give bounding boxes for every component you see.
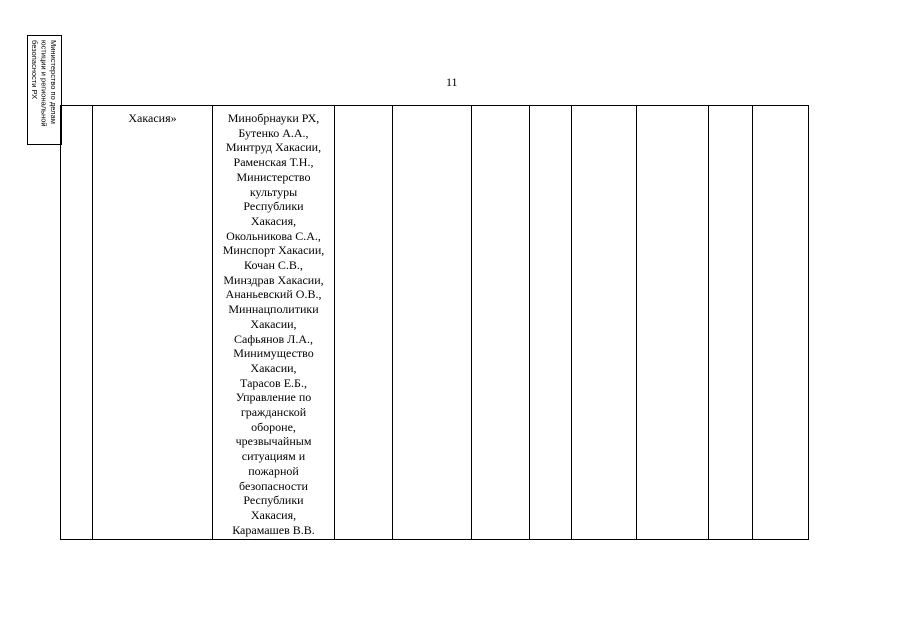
responsible-line: безопасности	[239, 478, 308, 493]
responsible-line: Окольникова С.А.,	[226, 228, 321, 243]
stamp-line: юстиции и региональной	[39, 40, 49, 127]
responsible-line: Минспорт Хакасии,	[222, 243, 325, 258]
responsible-line: Сафьянов Л.А.,	[234, 331, 313, 346]
responsible-line: чрезвычайным	[235, 434, 312, 449]
responsible-line: Карамашев В.В.	[232, 522, 315, 537]
table-row	[61, 106, 809, 540]
responsible-line: Миннацполитики	[228, 302, 319, 317]
responsible-line: Республики	[243, 199, 304, 214]
table-cell-empty	[530, 106, 572, 540]
table-cell-empty	[753, 106, 809, 540]
responsible-line: Хакасии,	[250, 316, 297, 331]
responsible-line: обороне,	[251, 419, 296, 434]
table-cell-empty	[637, 106, 709, 540]
responsible-line: Минздрав Хакасии,	[223, 272, 324, 287]
table-cell-empty	[572, 106, 637, 540]
document-table	[60, 105, 809, 540]
table-cell-empty	[393, 106, 472, 540]
table-cell-empty	[61, 106, 93, 540]
region-text: Хакасия»	[128, 111, 177, 125]
responsible-line: Ананьевский О.В.,	[225, 287, 322, 302]
responsible-line: ситуациям и	[241, 449, 306, 464]
stamp-line: Министерство по делам	[49, 40, 58, 124]
responsible-line: гражданской	[240, 405, 307, 420]
responsible-line: Минимущество	[233, 346, 314, 361]
responsible-line: Управление по	[235, 390, 312, 405]
ministry-stamp	[27, 35, 62, 145]
responsible-line: Хакасии,	[250, 360, 297, 375]
table-cell-empty	[335, 106, 393, 540]
responsible-line: пожарной	[248, 463, 299, 478]
responsible-line: Хакасия,	[250, 507, 297, 522]
responsible-line: Тарасов Е.Б.,	[240, 375, 307, 390]
responsible-line: Минтруд Хакасии,	[225, 140, 322, 155]
page-number: 11	[446, 75, 458, 89]
responsible-line: Бутенко А.А.,	[238, 125, 309, 140]
responsible-line: культуры	[249, 184, 298, 199]
responsible-line: Минобрнауки РХ,	[227, 111, 320, 125]
stamp-line: безопасности РХ	[30, 40, 39, 100]
responsible-line: Хакасия,	[250, 213, 297, 228]
responsible-line: Кочан С.В.,	[244, 258, 303, 273]
table-cell-empty	[472, 106, 530, 540]
responsible-line: Раменская Т.Н.,	[233, 155, 314, 170]
responsible-line: Республики	[243, 493, 304, 508]
table-cell-empty	[709, 106, 753, 540]
table-cell-responsible	[213, 106, 335, 540]
responsible-line: Министерство	[236, 169, 311, 184]
table-cell-region	[93, 106, 213, 540]
